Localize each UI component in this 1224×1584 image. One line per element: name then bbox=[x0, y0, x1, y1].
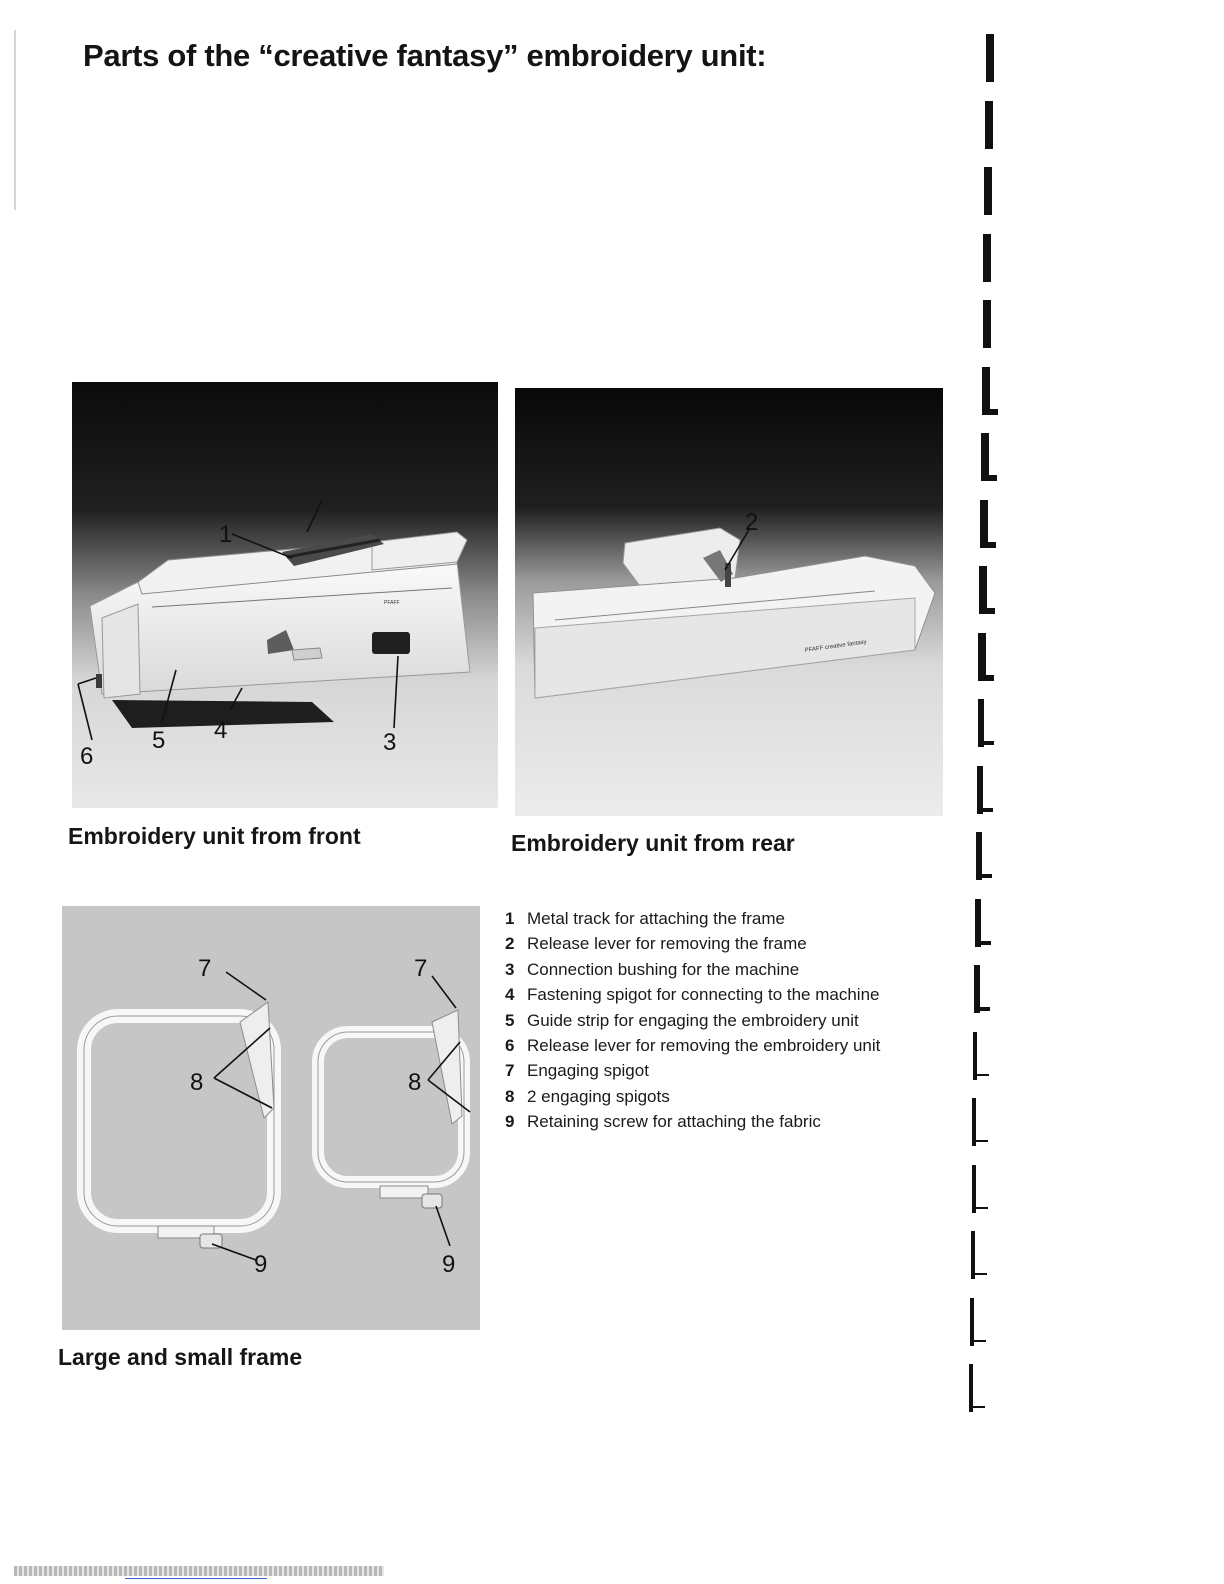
spiral-binding-ring-icon bbox=[970, 1161, 990, 1219]
bottom-scan-edge bbox=[14, 1566, 384, 1576]
part-number: 5 bbox=[505, 1010, 515, 1030]
front-unit-photo bbox=[72, 382, 498, 808]
spiral-binding-ring-icon bbox=[976, 695, 996, 753]
list-item bbox=[505, 931, 880, 956]
list-item bbox=[505, 1084, 880, 1109]
list-item bbox=[505, 982, 880, 1007]
part-number: 8 bbox=[505, 1086, 515, 1106]
bottom-rule bbox=[125, 1578, 267, 1579]
callout-8-large: 8 bbox=[190, 1069, 204, 1096]
spiral-binding-ring-icon bbox=[968, 1294, 988, 1352]
callout-6: 6 bbox=[80, 743, 94, 770]
callout-4: 4 bbox=[214, 717, 228, 744]
part-label: Metal track for attaching the frame bbox=[527, 909, 785, 928]
spiral-binding-ring-icon bbox=[980, 363, 1000, 421]
list-item bbox=[505, 1109, 880, 1134]
list-item bbox=[505, 1008, 880, 1033]
part-label: Fastening spigot for connecting to the machine bbox=[527, 985, 880, 1005]
callout-7-large: 7 bbox=[198, 955, 212, 982]
spiral-binding-ring-icon bbox=[974, 828, 994, 886]
front-unit-illustration bbox=[72, 382, 498, 808]
part-label: Retaining screw for attaching the fabric bbox=[527, 1112, 821, 1132]
spiral-binding-ring-icon bbox=[984, 30, 1004, 88]
callout-2: 2 bbox=[745, 509, 759, 536]
list-item bbox=[505, 957, 880, 982]
frames-illustration bbox=[62, 906, 480, 1330]
part-number: 7 bbox=[505, 1061, 515, 1081]
part-label: Release lever for removing the frame bbox=[527, 934, 807, 954]
callout-5: 5 bbox=[152, 727, 166, 754]
part-label: Release lever for removing the embroidery unit bbox=[527, 1035, 881, 1055]
caption-front: Embroidery unit from front bbox=[68, 823, 361, 849]
part-label: 2 engaging spigots bbox=[527, 1086, 670, 1106]
spiral-binding-ring-icon bbox=[969, 1227, 989, 1285]
part-number: 4 bbox=[505, 985, 515, 1005]
caption-rear: Embroidery unit from rear bbox=[511, 830, 795, 856]
callout-8-small: 8 bbox=[408, 1069, 422, 1096]
spiral-binding-ring-icon bbox=[975, 762, 995, 820]
callout-7-small: 7 bbox=[414, 955, 428, 982]
callout-1: 1 bbox=[219, 521, 233, 548]
callout-9-large: 9 bbox=[254, 1251, 268, 1278]
rear-unit-illustration bbox=[515, 388, 943, 816]
part-number: 3 bbox=[505, 959, 515, 979]
spiral-binding-ring-icon bbox=[973, 895, 993, 953]
spiral-binding-ring-icon bbox=[979, 429, 999, 487]
spiral-binding-ring-icon bbox=[981, 230, 1001, 288]
part-number: 9 bbox=[505, 1112, 515, 1132]
spiral-binding-ring-icon bbox=[970, 1094, 990, 1152]
spiral-binding-ring-icon bbox=[976, 629, 996, 687]
callout-9-small: 9 bbox=[442, 1251, 456, 1278]
spiral-binding bbox=[952, 30, 1012, 1420]
frames-photo bbox=[62, 906, 480, 1330]
spiral-binding-ring-icon bbox=[983, 97, 1003, 155]
brand-label: PFAFF creative fantasy bbox=[804, 639, 868, 654]
list-item bbox=[505, 1033, 880, 1058]
list-item bbox=[505, 906, 880, 931]
part-label: Guide strip for engaging the embroidery unit bbox=[527, 1010, 859, 1030]
spiral-binding-ring-icon bbox=[977, 562, 997, 620]
spiral-binding-ring-icon bbox=[981, 296, 1001, 354]
part-label: Connection bushing for the machine bbox=[527, 959, 800, 979]
spiral-binding-ring-icon bbox=[971, 1028, 991, 1086]
left-scan-edge bbox=[14, 30, 16, 210]
part-number: 2 bbox=[505, 934, 515, 954]
callout-3: 3 bbox=[383, 729, 397, 756]
part-number: 1 bbox=[505, 909, 515, 928]
part-label: Engaging spigot bbox=[527, 1061, 649, 1081]
parts-list bbox=[505, 906, 880, 1135]
rear-unit-photo bbox=[515, 388, 943, 816]
caption-frames: Large and small frame bbox=[58, 1344, 303, 1370]
spiral-binding-ring-icon bbox=[978, 496, 998, 554]
spiral-binding-ring-icon bbox=[982, 163, 1002, 221]
spiral-binding-ring-icon bbox=[967, 1360, 987, 1418]
part-number: 6 bbox=[505, 1035, 515, 1055]
page-title: Parts of the “creative fantasy” embroidery unit: bbox=[83, 38, 767, 73]
spiral-binding-ring-icon bbox=[972, 961, 992, 1019]
brand-label: PFAFF bbox=[384, 600, 400, 606]
list-item bbox=[505, 1058, 880, 1083]
